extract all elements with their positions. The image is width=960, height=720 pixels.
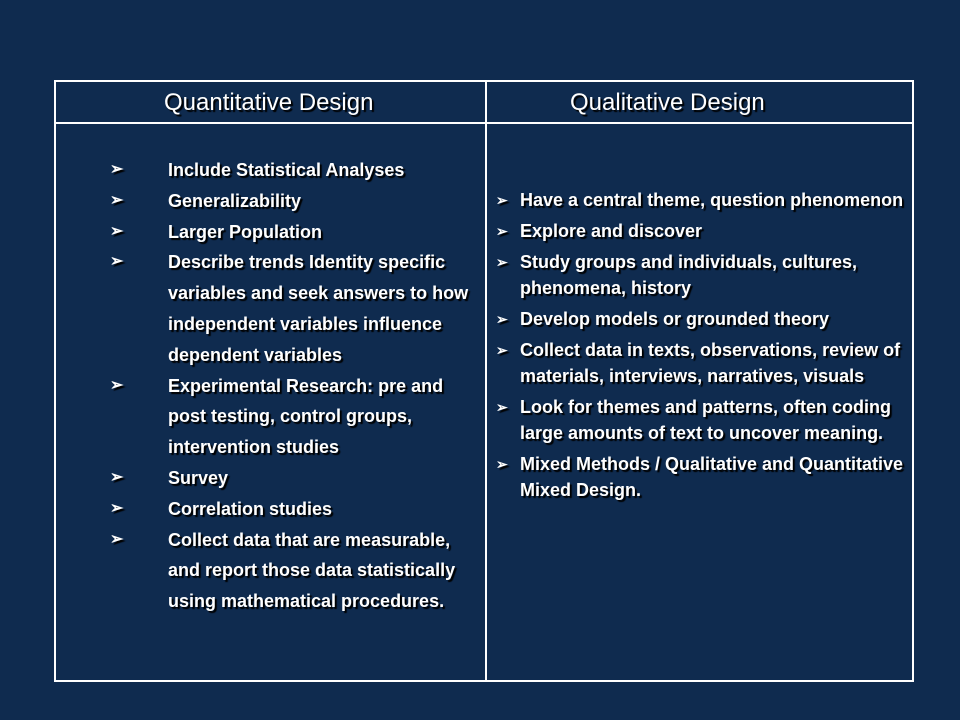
arrowhead-bullet-icon: ➢ — [496, 399, 508, 415]
arrowhead-bullet-icon: ➢ — [110, 376, 124, 394]
qualitative-list — [496, 187, 910, 508]
arrowhead-bullet-icon: ➢ — [496, 192, 508, 208]
list-item: ➢ Mixed Methods / Qualitative and Quantitative Mixed Design. — [496, 451, 910, 503]
column-divider — [485, 82, 487, 680]
arrowhead-bullet-icon: ➢ — [110, 222, 124, 240]
arrowhead-bullet-icon: ➢ — [110, 161, 124, 178]
arrowhead-bullet-icon: ➢ — [110, 253, 124, 271]
list-item: ➢ Experimental Research: pre and post testing, control groups, intervention studies — [110, 371, 470, 463]
list-item: ➢ Survey — [110, 463, 470, 494]
arrowhead-bullet-icon: ➢ — [110, 191, 124, 209]
comparison-table — [54, 80, 914, 682]
quantitative-list — [110, 155, 470, 617]
list-item: ➢ Look for themes and patterns, often coding large amounts of text to uncover meaning. — [496, 394, 910, 446]
arrowhead-bullet-icon: ➢ — [110, 468, 124, 486]
arrowhead-bullet-icon: ➢ — [496, 223, 508, 239]
list-item: ➢ Generalizability — [110, 186, 470, 217]
arrowhead-bullet-icon: ➢ — [496, 254, 508, 270]
list-item: ➢ Explore and discover — [496, 218, 910, 244]
arrowhead-bullet-icon: ➢ — [110, 530, 124, 548]
qualitative-header: Qualitative Design — [570, 89, 765, 116]
header-divider — [56, 122, 912, 124]
list-item: ➢ Study groups and individuals, cultures, phenomena, history — [496, 249, 910, 301]
arrowhead-bullet-icon: ➢ — [496, 456, 508, 472]
list-item: ➢ Correlation studies — [110, 494, 470, 525]
list-item: ➢ Collect data in texts, observations, review of materials, interviews, narratives, visuals — [496, 337, 910, 389]
quantitative-header: Quantitative Design — [164, 89, 374, 116]
arrowhead-bullet-icon: ➢ — [496, 342, 508, 358]
list-item: ➢ Larger Population — [110, 217, 470, 248]
list-item: ➢ Develop models or grounded theory — [496, 306, 910, 332]
list-item: ➢ Have a central theme, question phenomenon — [496, 187, 910, 213]
list-item: ➢ Describe trends Identity specific variables and seek answers to how independent variables influence dependent variables — [110, 247, 470, 370]
arrowhead-bullet-icon: ➢ — [110, 499, 124, 517]
arrowhead-bullet-icon: ➢ — [496, 311, 508, 327]
list-item: ➢ Include Statistical Analyses — [110, 155, 470, 186]
list-item: ➢ Collect data that are measurable, and report those data statistically using mathematical procedures. — [110, 525, 470, 617]
